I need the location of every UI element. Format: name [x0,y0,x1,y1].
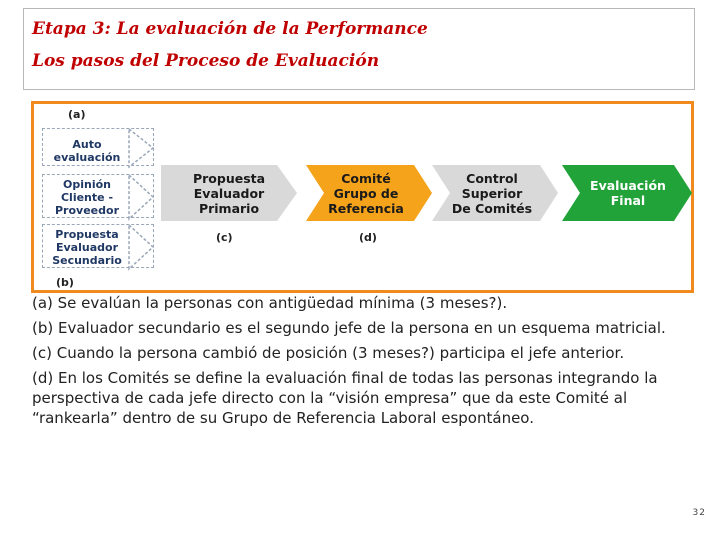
label-b: (b) [56,276,74,289]
slide-title: Etapa 3: La evaluación de la Performance [32,19,428,39]
step-evaluacion-final: Evaluación Final [590,178,666,208]
process-diagram [31,101,694,293]
step-comite-grupo-referencia: Comité Grupo de Referencia [328,170,404,216]
small-box-label: Auto evaluación [53,138,121,164]
note-a: (a) Se evalúan la personas con antigüedad mínima (3 meses?). [32,294,508,312]
note-b: (b) Evaluador secundario es el segundo jefe de la persona en un esquema matricial. [32,319,666,337]
label-a: (a) [68,108,86,121]
title-box [23,8,695,90]
small-box-label: Propuesta Evaluador Secundario [52,228,122,267]
small-box-label: Opinión Cliente - Proveedor [55,178,119,217]
step-control-superior: Control Superior De Comités [451,170,533,216]
note-c: (c) Cuando la persona cambió de posición (3 meses?) participa el jefe anterior. [32,344,625,362]
label-d: (d) [359,231,377,244]
slide-subtitle: Los pasos del Proceso de Evaluación [32,51,380,71]
label-c: (c) [216,231,233,244]
notes [32,293,692,433]
page-number: 32 [692,508,706,518]
step-evaluador-primario: Propuesta Evaluador Primario [192,170,266,216]
note-d: (d) En los Comités se define la evaluación final de todas las personas integrando la perspectiva de cada jefe directo con la “visión empresa” que da este Comité al “rankearla” dentro de su Grupo de Referencia Laboral espontáneo. [32,369,658,427]
